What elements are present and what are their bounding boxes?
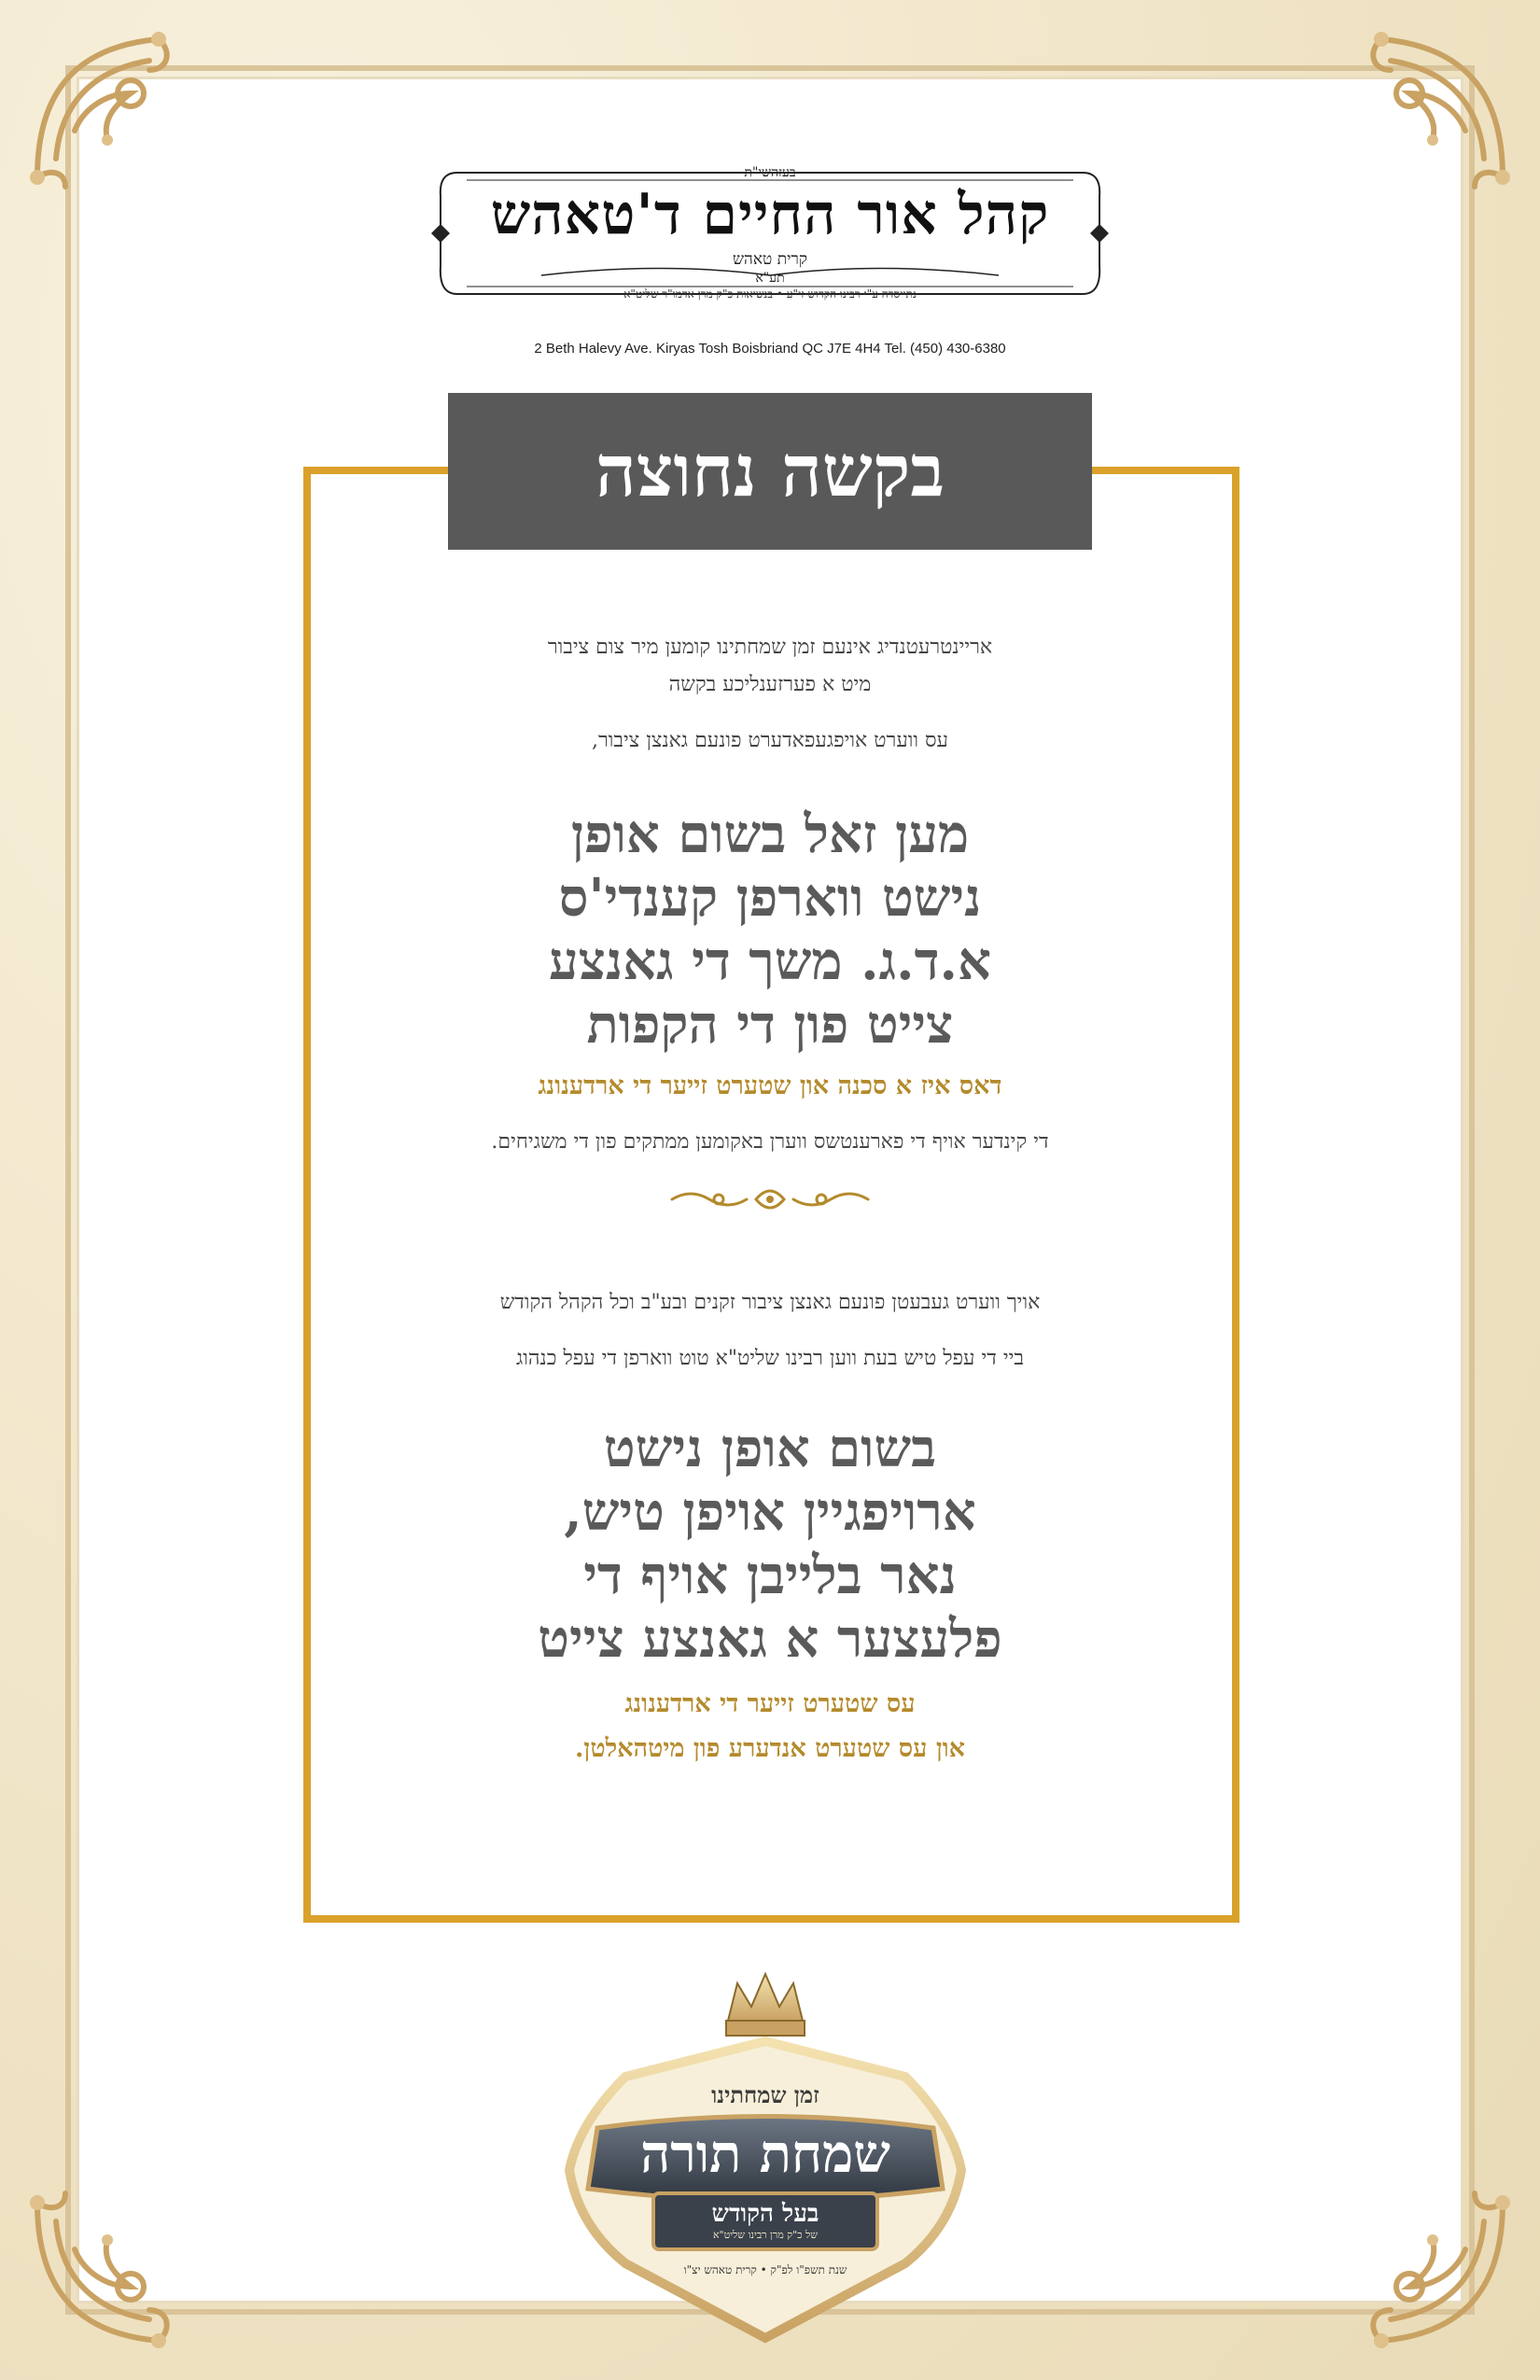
- s1-intro-line2: מיט א פערזענליכע בקשה: [668, 673, 872, 696]
- corner-ornament-top-right: [1344, 19, 1521, 196]
- s2-big-line2: ארויפגיין אויפן טיש,: [564, 1481, 976, 1543]
- badge-sub1: בעל הקודש: [711, 2200, 819, 2228]
- s1-intro-line1: אריינטרעטנדיג אינעם זמן שמחתינו קומען מיר צום ציבור: [547, 636, 993, 659]
- simchas-torah-badge: [560, 1955, 971, 2347]
- s1-big-line3: א.ד.ג. משך די גאנצע: [548, 931, 991, 992]
- corner-ornament-top-left: [19, 19, 196, 196]
- logo-title: קהל אור החיים ד'טאהש: [490, 182, 1050, 247]
- ornamental-divider: [663, 1181, 877, 1218]
- logo-tag: תע"א: [755, 271, 785, 286]
- s2-intro-line2: ביי די עפל טיש בעת ווען רבינו שליט"א טוט ווארפן די עפל כנהוג: [516, 1347, 1024, 1370]
- badge-sub2: של כ"ק מרן רבינו שליט"א: [712, 2229, 819, 2241]
- s2-big-line1: בשום אופן נישט: [603, 1418, 937, 1479]
- corner-ornament-bottom-left: [19, 2184, 196, 2361]
- badge-footer: שנת תשפ"ו לפ"ק • קרית טאהש יצ"ו: [683, 2263, 847, 2276]
- s1-big-line4: צייט פון די הקפות: [586, 994, 954, 1056]
- s2-big-line3: נאר בלייבן אויף די: [583, 1545, 957, 1606]
- s1-big-line2: נישט ווארפן קענדי'ס: [558, 867, 982, 929]
- s1-note-line: די קינדער אויף די פארענטשס ווערן באקומען ממתקים פון די משגיחים.: [491, 1130, 1049, 1154]
- badge-title: שמחת תורה: [640, 2123, 890, 2185]
- s2-big-line4: פלעצער א גאנצע צייט: [538, 1608, 1002, 1670]
- s1-big-line1: מען זאל בשום אופן: [570, 804, 970, 865]
- corner-ornament-bottom-right: [1344, 2184, 1521, 2361]
- s2-gold-line1: עס שטערט זייער די ארדענונג: [624, 1689, 916, 1718]
- s2-intro-line1: אויך ווערט געבעטן פונעם גאנצן ציבור זקנים ובע"ב וכל הקהל הקודש: [499, 1291, 1041, 1314]
- badge-zman: זמן שמחתינו: [711, 2081, 819, 2108]
- banner-title: בקשה נחוצה: [595, 429, 945, 512]
- s2-gold-line2: און עס שטערט אנדערע פון מיטהאלטן.: [575, 1734, 965, 1763]
- logo-subtitle: קרית טאהש: [733, 250, 807, 269]
- logo-blessing: בעזהשי"ת: [744, 165, 796, 180]
- s1-intro-line3: עס ווערט אויפגעפאדערט פונעם גאנצן ציבור,: [592, 729, 948, 752]
- logo-founded-line: נתייסדה ע"י רבינו הקדוש זי"ע • בנשיאות כ"ק מרן אדמו"ר שליט"א: [623, 287, 917, 301]
- congregation-logo: [429, 154, 1111, 317]
- address-line: 2 Beth Halevy Ave. Kiryas Tosh Boisbriand QC J7E 4H4 Tel. (450) 430-6380: [534, 341, 1006, 357]
- notice-banner: [448, 393, 1092, 550]
- s1-gold-line: דאס איז א סכנה און שטערט זייער די ארדענונג: [538, 1071, 1002, 1100]
